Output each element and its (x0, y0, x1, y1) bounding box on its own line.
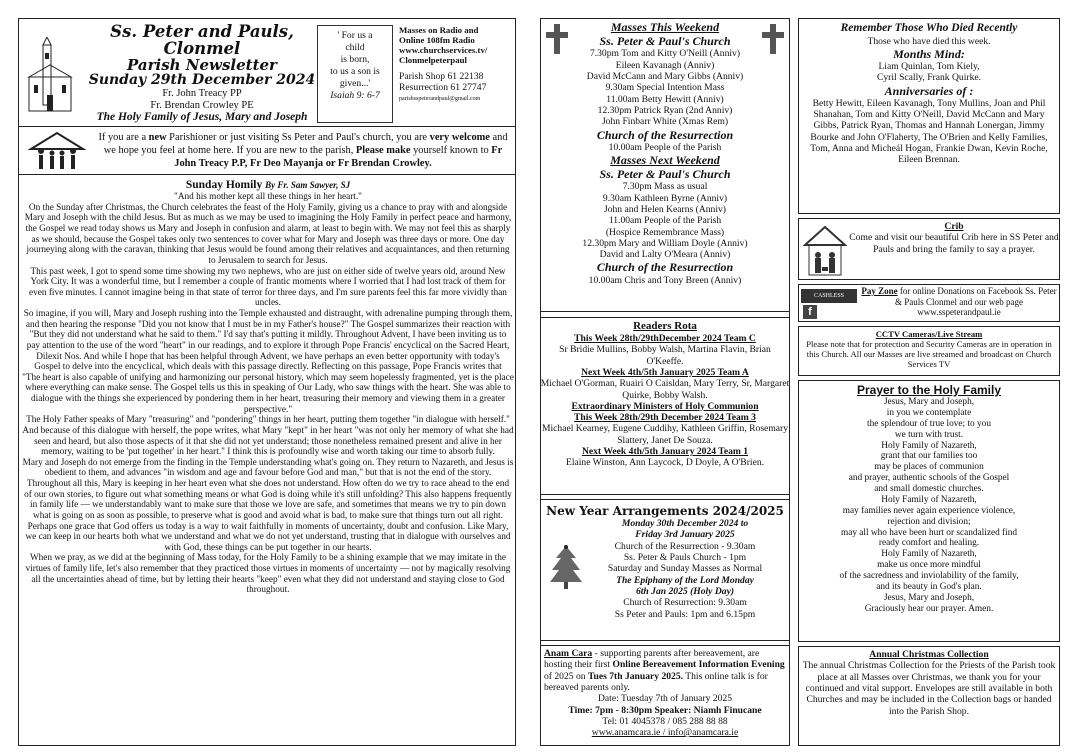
prayer-line: in you we contemplate (886, 407, 972, 418)
newsletter-name: Parish Newsletter (127, 55, 277, 74)
prayer-line: and its beauty in God's plan. (876, 581, 982, 592)
new-year-line: Ss. Peter & Pauls Church - 1pm (623, 551, 747, 563)
prayer-line: may all who have been hurt or scandalized find (840, 527, 1018, 538)
cross-icon (546, 24, 568, 54)
mass-line: 11.00am People of the Parish (608, 215, 722, 227)
masses-box (540, 18, 790, 312)
new-year-heading: New Year Arrangements 2024/2025 (546, 504, 784, 518)
new-year-box (540, 499, 790, 641)
anam-cara-name: Anam Cara (544, 648, 593, 659)
church-heading: Ss. Peter & Paul's Church (599, 167, 731, 182)
homily-paragraph: The Holy Father speaks of Mary "treasuring" and "pondering" things in her heart, putting them together "in dialogue with herself." And because of this dialogue with herself, the pope writes, what Mary "kept" in her heart "was not only her memory of what she had seen and heard, but also those aspects of it that she did not yet understand; those nonetheless remained present and alive in her memory, waiting to be 'put together' in her heart." I think this is profoundly wise and worth taking our time to absorb fully. (22, 415, 514, 458)
mass-line: John and Helen Kearns (Anniv) (603, 203, 727, 215)
homily-paragraph: "The heart is also capable of unifying and harmonizing our personal history, which may seem hopelessly fragmented, yet is the place where everything can make sense. The Gospel tells us this in speaking of Our Lady, who saw things with the heart. She was able to dialogue with the things she experienced by pondering them in her heart, treasuring their memory and viewing them in a greater perspective." (22, 372, 514, 415)
payzone-text: for online Donations on Facebook Ss. Peter & Pauls Clonmel and our web page www.sspeterandpaul.ie (895, 286, 1057, 318)
prayer-line: of the sacredness and inviolability of the family, (839, 571, 1019, 582)
welcome-priests: Fr John Treacy P.P, Fr Deo Mayanja or Fr Brendan Crowley. (174, 145, 503, 169)
crib-text: Come and visit our beautiful Crib here in SS Peter and Pauls and bring the family to say a prayer. (849, 232, 1059, 255)
resurrection-heading: Church of the Resurrection (596, 127, 734, 142)
church-icon (25, 37, 75, 115)
radio-line: Clonmelpeterpaul (399, 55, 467, 66)
quote-reference: Isaiah 9: 6-7 (330, 89, 380, 101)
homily-paragraph: "And his mother kept all these things in her heart." (174, 192, 362, 203)
remember-box (798, 18, 1060, 214)
masses-content (540, 18, 790, 286)
anam-cara-phone: Tel: 01 4045378 / 085 288 88 88 (602, 715, 728, 727)
prayer-line: and small domestic churches. (874, 484, 984, 495)
parish-name: Ss. Peter and Pauls, Clonmel (110, 22, 294, 59)
family-icon (27, 131, 87, 171)
prayer-line: make us once more mindful (877, 560, 981, 571)
radio-info (399, 25, 513, 102)
sunday-homily (22, 179, 514, 596)
nativity-icon (803, 223, 847, 277)
welcome-text (97, 131, 509, 170)
mass-line: (Hospice Remembrance Mass) (605, 226, 725, 238)
right-column-2 (798, 18, 1060, 746)
crib-heading: Crib (944, 221, 964, 232)
newsletter-date: Sunday 29th December 2024 (88, 72, 316, 89)
anniversaries-heading: Anniversaries of : (884, 83, 974, 98)
mass-line: 11.00am Betty Hewitt (Anniv) (606, 93, 724, 105)
readers-content (540, 318, 790, 469)
prayer-line: may families never again experience violence, (842, 505, 1016, 516)
mass-line: Eileen Kavanagh (Anniv) (615, 59, 715, 71)
new-year-dates: Friday 3rd January 2025 (635, 529, 735, 541)
mass-line: John Finbarr White (Xmas Rem) (601, 116, 729, 128)
facebook-icon[interactable]: f (803, 305, 817, 319)
mass-line: 7.30pm Mass as usual (622, 181, 708, 193)
homily-paragraph: This past week, I got to spend some time showing my two nephews, who are just on either side of twelve years old, around New York City. It was a wonderful time, but I remember a couple of frantic moments where I worried that I had lost track of them for even five minutes. I cannot imagine being in that state of terror for three days, and I'm sure parents feel this far more vividly than uncles. (29, 266, 507, 309)
new-year-line: Church of the Resurrection - 9.30am (614, 540, 756, 552)
parish-shop-phone: Parish Shop 61 22138 (399, 71, 484, 83)
newsletter-header (19, 19, 516, 127)
anam-cara-box (540, 645, 790, 746)
new-year-line: Saturday and Sunday Masses as Normal (607, 563, 763, 575)
epiphany-line: Church of Resurrection: 9.30am (623, 597, 747, 609)
anam-cara-date: Tues 7th January 2025. (587, 670, 684, 682)
mass-line: 10.00am People of the Parish (608, 141, 722, 153)
anam-cara-content (540, 646, 790, 741)
mass-line: 12.30pm Patrick Ryan (2nd Anniv) (597, 104, 733, 116)
holly-icon (546, 544, 586, 590)
months-mind-line: Liam Quinlan, Tom Kiely, (878, 61, 980, 73)
homily-title: Sunday Homily (185, 179, 263, 191)
welcome-text-d: yourself known to (410, 145, 492, 156)
cross-icon (762, 24, 784, 54)
masses-this-weekend-heading: Masses This Weekend (610, 20, 720, 34)
prayer-line: we turn with trust. (894, 429, 964, 440)
mass-line: 9.30am Kathleen Byrne (Anniv) (602, 192, 728, 204)
ministers-heading: Extraordinary Ministers of Holy Communion (571, 400, 759, 412)
priest-2: Fr. Brendan Crowley PE (150, 99, 254, 111)
cctv-text: Please note that for protection and Security Cameras are in operation in this Church. All our Masses are live streamed and broadcast on Church Services TV (806, 339, 1052, 370)
quote-line: to us a son is (330, 65, 380, 77)
masses-next-weekend-heading: Masses Next Weekend (610, 152, 720, 167)
readers-rota-box (540, 317, 790, 495)
anam-cara-link[interactable]: www.anamcara.ie / info@anamcara.ie (591, 727, 739, 739)
feast-title: The Holy Family of Jesus, Mary and Joseph (96, 111, 308, 124)
welcome-text-c: and we hope you feel at home here. If you are new to the parish, (103, 132, 508, 156)
mass-line: 12.30pm Mary and William Doyle (Anniv) (582, 237, 748, 249)
mass-line: 9.30am Special Intention Mass (605, 82, 725, 94)
left-page (18, 18, 516, 746)
anam-cara-date-line: Date: Tuesday 7th of January 2025 (597, 693, 733, 705)
homily-author: By Fr. Sam Sawyer, SJ (265, 180, 351, 190)
ministers-names: Michael Kearney, Eugene Cuddihy, Kathleen Griffin, Rosemary Slattery, Janet De Souza. (541, 423, 789, 446)
homily-heading (22, 179, 514, 192)
right-page (540, 18, 1060, 746)
mass-line: David and Lalty O'Meara (Anniv) (599, 249, 731, 261)
right-column-1 (540, 18, 790, 746)
prayer-heading: Prayer to the Holy Family (856, 383, 1002, 397)
readers-names: Sr Bridie Mullins, Bobby Walsh, Martina Flavin, Brian O'Keeffe. (559, 344, 771, 367)
mass-line: 10.00am Chris and Tony Breen (Anniv) (588, 274, 742, 286)
cashless-logo: CASHLESS (801, 289, 857, 303)
crib-box (798, 218, 1060, 280)
epiphany-heading: The Epiphany of the Lord Monday (616, 574, 754, 586)
prayer-line: and prayer, authentic schools of the Gospel (848, 473, 1010, 484)
welcome-text-b: Parishioner or just visiting Ss Peter and Paul's church, you are (166, 132, 430, 143)
quote-line: child (345, 41, 365, 53)
radio-link[interactable]: www.churchservices.tv/ (399, 45, 488, 56)
prayer-line: Holy Family of Nazareth, (881, 494, 977, 505)
readers-next-week: Next Week 4th/5th January 2025 Team A (581, 366, 749, 378)
prayer-line: rejection and division; (887, 516, 971, 527)
prayer-line: Jesus, Mary and Joseph, (883, 397, 975, 408)
epiphany-heading: 6th Jan 2025 (Holy Day) (635, 585, 735, 597)
readers-heading: Readers Rota (633, 320, 697, 332)
newsletter-title-block (77, 23, 327, 123)
homily-paragraph: So imagine, if you will, Mary and Joseph rushing into the Temple exhausted and distraught, with adrenaline pumping through them, and then hearing the response "Did you not know that I must be in my Father's house?" The Gospel summarizes their reaction with "But they did not understand what he said to them." I'd say that's putting it mildly. Throughout Advent, I have been inviting us to pay attention to the use of the word "heart" in our readings, and to explore it through Pope Francis' encyclical on the Sacred Heart, Dilexit Nos. And while I hope that has been helpful through Advent, we have perhaps an even better opportunity with today's Gospel to delve into the encyclical, which deals with this passage directly. Reflecting on this passage, Pope Francis writes that (23, 309, 513, 373)
anam-cara-online: Online Bereavement Information Evening (612, 659, 785, 671)
resurrection-heading: Church of the Resurrection (596, 260, 734, 275)
welcome-very-welcome: very welcome (429, 132, 490, 143)
readers-names: Michael O'Gorman, Ruairi O Caisldan, Mary Terry, Sr, Margaret Quirke, Bobby Walsh. (540, 378, 790, 401)
months-mind-line: Cyril Scally, Frank Quirke. (876, 72, 982, 84)
cctv-box (798, 326, 1060, 376)
collection-heading: Annual Christmas Collection (869, 649, 989, 660)
quote-line: ' For us a (337, 30, 373, 41)
prayer-line: Holy Family of Nazareth, (881, 440, 977, 451)
prayer-box (798, 380, 1060, 642)
ministers-names: Elaine Winston, Ann Laycock, D Doyle, A O'Brien. (565, 457, 765, 469)
anniversaries-list: Betty Hewitt, Eileen Kavanagh, Tony Mullins, Joan and Phil Shanahan, Tom and Kitty O'Neill, David McCann and Mary Gibbs, Patrick Ryan, Thomas and Hannah Lonergan, Jimmy Bourke and John O'Flaherty, The O'Brien and Kelly Families, Tom, Anna and Micheál Hogan, Frankie Dwan, Kevin Roche, Eileen Brennan. (810, 97, 1048, 166)
ministers-this-week: This Week 28th/29th December 2024 Team 3 (574, 412, 756, 424)
mass-line: 7.30pm Tom and Kitty O'Neill (Anniv) (589, 48, 741, 60)
mass-line: David McCann and Mary Gibbs (Anniv) (586, 70, 744, 82)
prayer-line: Holy Family of Nazareth, (881, 549, 977, 560)
cctv-heading: CCTV Cameras/Live Stream (875, 329, 983, 339)
homily-paragraph: When we pray, as we did at the beginning of Mass today, for the Holy Family to be a shining example that we may imitate in the virtues of family life, let's also remember that they practiced those virtues in moments of uncertainty — not by magically resolving all the uncertainties ahead of time, but by letting their hearts "keep" even what they did not understand and staying close to God throughout. (25, 553, 511, 596)
homily-paragraph: On the Sunday after Christmas, the Church celebrates the feast of the Holy Family, giving us a chance to pray with and alongside Mary and Joseph with the child Jesus. But as much as we may be used to imagining the Holy Family in perfect peace and harmony, the Gospel we read today shows us Mary and Joseph in confusion and alarm, at least to begin with. We may not feel this as sharply as we should, because the Gospel takes only two sentences to cover what for Mary and Joseph was three days or more. One day journeying along with the caravan, thinking that Jesus would be found among their relatives and acquaintances, and then returning to Jerusalem to search for Jesus. (24, 202, 512, 266)
radio-line: Masses on Radio and (399, 25, 479, 35)
prayer-line: Jesus, Mary and Joseph, (883, 592, 975, 603)
payzone-box (798, 284, 1060, 322)
collection-text: The annual Christmas Collection for the Priests of the Parish took place at all Masses over Christmas, we thank you for your continued and vital support. Envelopes are still available in both Churches and may be included in the Collection bags or handed into the Parish Shop. (802, 660, 1056, 717)
quote-line: is born, (340, 53, 370, 65)
ministers-next-week: Next Week 4th/5th January 2024 Team 1 (581, 446, 749, 458)
payzone-label[interactable]: Pay Zone (861, 286, 898, 296)
prayer-line: grant that our families too (880, 451, 978, 462)
remember-subheading: Those who have died this week. (867, 35, 991, 47)
prayer-content (799, 381, 1059, 615)
remember-content (799, 19, 1059, 166)
homily-paragraph: Mary and Joseph do not emerge from the finding in the Temple understanding what's going on. They return to Nazareth, and Jesus is obedient to them, and advances "in wisdom and age and favour before God and man," but that is not the end of the story. Throughout all this, Mary is keeping in her heart even what she does not understand. How often do we try to race ahead to the end of our own stories, to figure out what something means or what God is doing while it's still unfolding? This also happens frequently in family life — we understandably want to make sure that those we love are safe, and sometimes that means we try to pin down what is going on as soon as possible, to preserve what is good and avoid what is bad, to make sure that things turn out all right. Perhaps one grace that God offers us today is a way to wait faithfully in moments of uncertainty, doubt and confusion. Like Mary, we can keep in our hearts both what we understand and what we do not yet understand, trusting that in dialogue with ourselves and with God, these things can be put together in our hearts. (22, 457, 514, 553)
anam-cara-time-line: Time: 7pm - 8:30pm Speaker: Niamh Finucane (568, 704, 762, 716)
quote-line: given...' (339, 77, 371, 89)
prayer-line: the splendour of true love; to you (867, 418, 991, 429)
welcome-new: new (148, 132, 167, 143)
priest-1: Fr. John Treacy PP (162, 88, 242, 100)
church-heading: Ss. Peter & Paul's Church (599, 34, 731, 49)
collection-content (799, 647, 1059, 719)
new-year-dates: Monday 30th December 2024 to (621, 518, 749, 529)
welcome-please-make: Please make (355, 145, 411, 156)
parish-email[interactable]: parishsspeterandpaul@gmail.com (399, 95, 481, 102)
welcome-box (19, 127, 516, 175)
months-mind-heading: Months Mind: (893, 46, 965, 61)
prayer-line: ready comfort and healing. (878, 538, 980, 549)
prayer-line: Graciously hear our prayer. Amen. (864, 603, 994, 614)
anam-cara-text: of 2025 on (544, 670, 588, 682)
anam-cara-text: This online talk is for bereaved parents only. (544, 670, 768, 693)
collection-box (798, 646, 1060, 746)
prayer-line: may be places of communion (874, 462, 984, 473)
epiphany-line: Ss Peter and Pauls: 1pm and 6.15pm (614, 608, 756, 620)
radio-line: Online 108fm Radio (399, 35, 475, 46)
isaiah-quote (317, 25, 393, 123)
welcome-text-a: If you are a (98, 132, 149, 143)
cctv-content (799, 327, 1059, 370)
anam-cara-text: - supporting parents after bereavement, are hosting their first (544, 648, 760, 671)
readers-this-week: This Week 28th/29thDecember 2024 Team C (574, 332, 756, 344)
remember-heading: Remember Those Who Died Recently (840, 22, 1018, 34)
resurrection-phone: Resurrection 61 27747 (399, 82, 487, 94)
